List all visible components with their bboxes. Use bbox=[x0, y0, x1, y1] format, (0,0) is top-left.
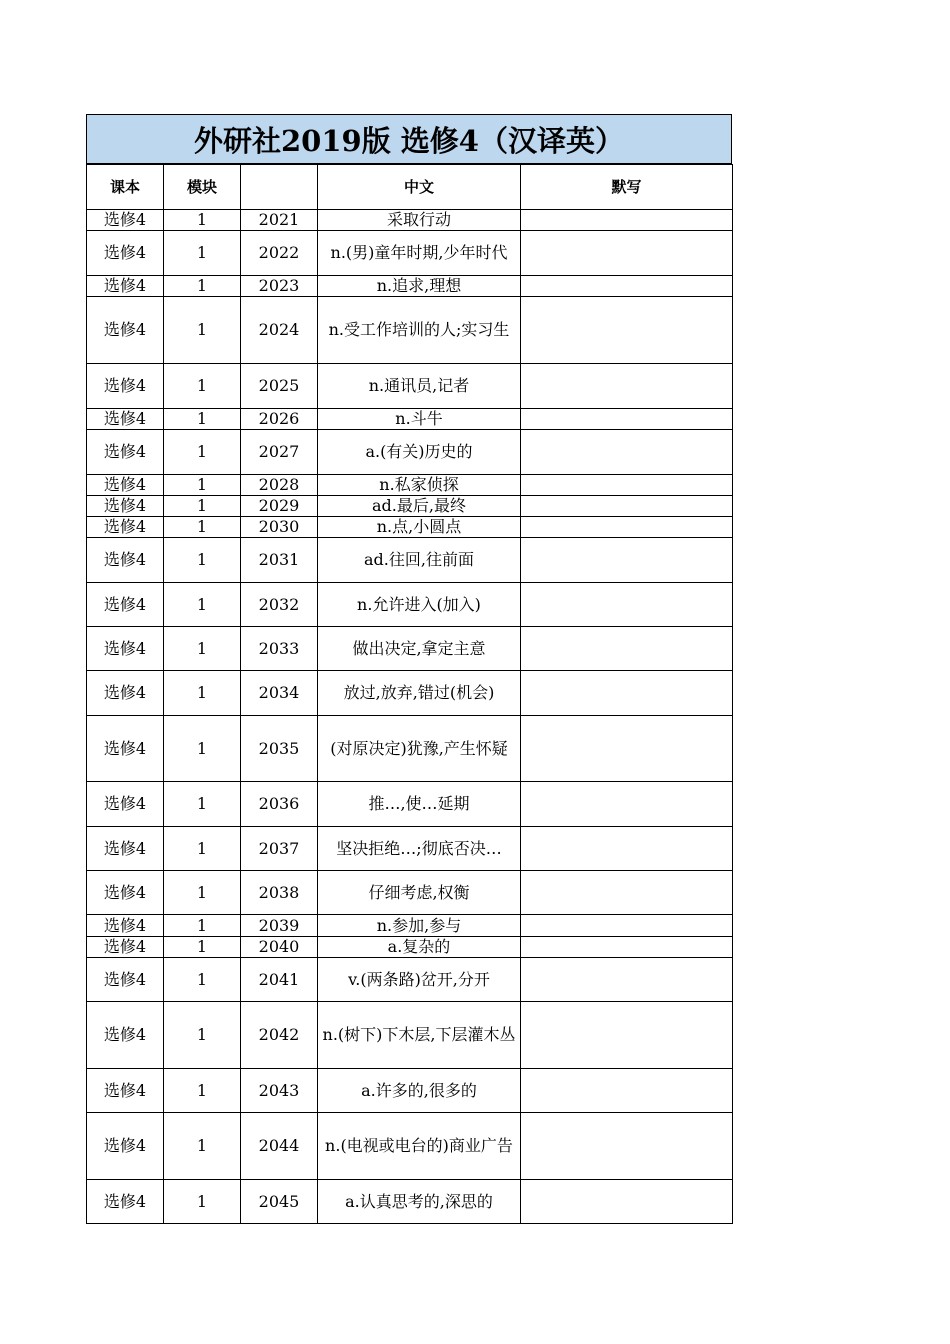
cell-chinese: 仔细考虑,权衡 bbox=[318, 871, 521, 915]
cell-dictation-input[interactable] bbox=[521, 958, 733, 1002]
cell-book: 选修4 bbox=[87, 364, 164, 409]
sheet-title: 外研社2019版 选修4（汉译英） bbox=[86, 114, 732, 164]
cell-number: 2024 bbox=[241, 297, 318, 364]
cell-dictation-input[interactable] bbox=[521, 364, 733, 409]
cell-chinese: a.复杂的 bbox=[318, 937, 521, 958]
table-row bbox=[87, 1002, 733, 1069]
cell-number: 2037 bbox=[241, 827, 318, 871]
cell-module: 1 bbox=[164, 517, 241, 538]
cell-dictation-input[interactable] bbox=[521, 671, 733, 716]
table-row bbox=[87, 627, 733, 671]
worksheet bbox=[86, 114, 732, 1224]
cell-chinese: a.认真思考的,深思的 bbox=[318, 1180, 521, 1224]
cell-chinese: 放过,放弃,错过(机会) bbox=[318, 671, 521, 716]
cell-chinese: n.(男)童年时期,少年时代 bbox=[318, 231, 521, 276]
cell-book: 选修4 bbox=[87, 430, 164, 475]
cell-module: 1 bbox=[164, 1002, 241, 1069]
cell-book: 选修4 bbox=[87, 583, 164, 627]
cell-number: 2029 bbox=[241, 496, 318, 517]
cell-chinese: 采取行动 bbox=[318, 210, 521, 231]
cell-book: 选修4 bbox=[87, 496, 164, 517]
table-row bbox=[87, 671, 733, 716]
cell-module: 1 bbox=[164, 1113, 241, 1180]
table-row bbox=[87, 937, 733, 958]
cell-number: 2025 bbox=[241, 364, 318, 409]
cell-chinese: n.追求,理想 bbox=[318, 276, 521, 297]
table-row bbox=[87, 364, 733, 409]
table-row bbox=[87, 496, 733, 517]
table-row bbox=[87, 1113, 733, 1180]
cell-number: 2032 bbox=[241, 583, 318, 627]
cell-module: 1 bbox=[164, 430, 241, 475]
cell-module: 1 bbox=[164, 782, 241, 827]
cell-number: 2034 bbox=[241, 671, 318, 716]
cell-chinese: a.许多的,很多的 bbox=[318, 1069, 521, 1113]
cell-number: 2045 bbox=[241, 1180, 318, 1224]
cell-dictation-input[interactable] bbox=[521, 827, 733, 871]
cell-chinese: n.受工作培训的人;实习生 bbox=[318, 297, 521, 364]
table-row bbox=[87, 538, 733, 583]
header-number bbox=[241, 165, 318, 210]
table-row bbox=[87, 583, 733, 627]
cell-module: 1 bbox=[164, 958, 241, 1002]
cell-book: 选修4 bbox=[87, 475, 164, 496]
table-row bbox=[87, 1069, 733, 1113]
cell-dictation-input[interactable] bbox=[521, 871, 733, 915]
cell-module: 1 bbox=[164, 871, 241, 915]
cell-module: 1 bbox=[164, 409, 241, 430]
cell-book: 选修4 bbox=[87, 1069, 164, 1113]
cell-dictation-input[interactable] bbox=[521, 1180, 733, 1224]
cell-chinese: a.(有关)历史的 bbox=[318, 430, 521, 475]
cell-number: 2021 bbox=[241, 210, 318, 231]
table-row bbox=[87, 517, 733, 538]
cell-number: 2044 bbox=[241, 1113, 318, 1180]
cell-number: 2035 bbox=[241, 716, 318, 782]
cell-module: 1 bbox=[164, 915, 241, 937]
cell-number: 2038 bbox=[241, 871, 318, 915]
cell-dictation-input[interactable] bbox=[521, 627, 733, 671]
cell-module: 1 bbox=[164, 231, 241, 276]
cell-book: 选修4 bbox=[87, 538, 164, 583]
table-row bbox=[87, 430, 733, 475]
cell-chinese: n.允许进入(加入) bbox=[318, 583, 521, 627]
cell-dictation-input[interactable] bbox=[521, 1069, 733, 1113]
cell-chinese: n.私家侦探 bbox=[318, 475, 521, 496]
cell-module: 1 bbox=[164, 210, 241, 231]
table-row bbox=[87, 409, 733, 430]
cell-book: 选修4 bbox=[87, 827, 164, 871]
cell-module: 1 bbox=[164, 627, 241, 671]
cell-number: 2023 bbox=[241, 276, 318, 297]
cell-chinese: 推…,使…延期 bbox=[318, 782, 521, 827]
cell-dictation-input[interactable] bbox=[521, 231, 733, 276]
cell-module: 1 bbox=[164, 496, 241, 517]
cell-dictation-input[interactable] bbox=[521, 297, 733, 364]
cell-module: 1 bbox=[164, 716, 241, 782]
cell-dictation-input[interactable] bbox=[521, 475, 733, 496]
header-module: 模块 bbox=[164, 165, 241, 210]
cell-dictation-input[interactable] bbox=[521, 517, 733, 538]
table-row bbox=[87, 210, 733, 231]
cell-chinese: (对原决定)犹豫,产生怀疑 bbox=[318, 716, 521, 782]
table-row bbox=[87, 276, 733, 297]
cell-number: 2022 bbox=[241, 231, 318, 276]
header-book: 课本 bbox=[87, 165, 164, 210]
cell-number: 2039 bbox=[241, 915, 318, 937]
cell-number: 2028 bbox=[241, 475, 318, 496]
cell-chinese: ad.往回,往前面 bbox=[318, 538, 521, 583]
cell-book: 选修4 bbox=[87, 871, 164, 915]
cell-number: 2043 bbox=[241, 1069, 318, 1113]
cell-book: 选修4 bbox=[87, 1113, 164, 1180]
cell-dictation-input[interactable] bbox=[521, 1113, 733, 1180]
table-row bbox=[87, 871, 733, 915]
cell-book: 选修4 bbox=[87, 782, 164, 827]
cell-number: 2027 bbox=[241, 430, 318, 475]
cell-dictation-input[interactable] bbox=[521, 409, 733, 430]
cell-chinese: n.点,小圆点 bbox=[318, 517, 521, 538]
vocab-table bbox=[86, 164, 733, 1224]
cell-chinese: 做出决定,拿定主意 bbox=[318, 627, 521, 671]
cell-book: 选修4 bbox=[87, 210, 164, 231]
table-row bbox=[87, 1180, 733, 1224]
cell-dictation-input[interactable] bbox=[521, 716, 733, 782]
table-row bbox=[87, 827, 733, 871]
cell-dictation-input[interactable] bbox=[521, 782, 733, 827]
cell-chinese: 坚决拒绝…;彻底否决… bbox=[318, 827, 521, 871]
cell-dictation-input[interactable] bbox=[521, 538, 733, 583]
cell-module: 1 bbox=[164, 364, 241, 409]
cell-book: 选修4 bbox=[87, 409, 164, 430]
cell-number: 2031 bbox=[241, 538, 318, 583]
cell-book: 选修4 bbox=[87, 915, 164, 937]
cell-book: 选修4 bbox=[87, 937, 164, 958]
cell-module: 1 bbox=[164, 1069, 241, 1113]
table-row bbox=[87, 297, 733, 364]
cell-module: 1 bbox=[164, 671, 241, 716]
cell-module: 1 bbox=[164, 538, 241, 583]
cell-book: 选修4 bbox=[87, 716, 164, 782]
cell-module: 1 bbox=[164, 827, 241, 871]
table-row bbox=[87, 475, 733, 496]
table-row bbox=[87, 716, 733, 782]
cell-chinese: n.通讯员,记者 bbox=[318, 364, 521, 409]
cell-number: 2036 bbox=[241, 782, 318, 827]
header-dictation: 默写 bbox=[521, 165, 733, 210]
header-chinese: 中文 bbox=[318, 165, 521, 210]
cell-chinese: n.(树下)下木层,下层灌木丛 bbox=[318, 1002, 521, 1069]
cell-chinese: v.(两条路)岔开,分开 bbox=[318, 958, 521, 1002]
cell-dictation-input[interactable] bbox=[521, 583, 733, 627]
cell-dictation-input[interactable] bbox=[521, 1002, 733, 1069]
cell-dictation-input[interactable] bbox=[521, 496, 733, 517]
cell-book: 选修4 bbox=[87, 1180, 164, 1224]
cell-dictation-input[interactable] bbox=[521, 430, 733, 475]
cell-dictation-input[interactable] bbox=[521, 915, 733, 937]
table-row bbox=[87, 915, 733, 937]
cell-module: 1 bbox=[164, 276, 241, 297]
cell-book: 选修4 bbox=[87, 297, 164, 364]
cell-module: 1 bbox=[164, 475, 241, 496]
cell-book: 选修4 bbox=[87, 276, 164, 297]
cell-number: 2030 bbox=[241, 517, 318, 538]
cell-book: 选修4 bbox=[87, 958, 164, 1002]
cell-chinese: n.(电视或电台的)商业广告 bbox=[318, 1113, 521, 1180]
cell-book: 选修4 bbox=[87, 671, 164, 716]
table-row bbox=[87, 782, 733, 827]
cell-module: 1 bbox=[164, 583, 241, 627]
cell-number: 2033 bbox=[241, 627, 318, 671]
cell-number: 2041 bbox=[241, 958, 318, 1002]
cell-dictation-input[interactable] bbox=[521, 937, 733, 958]
cell-book: 选修4 bbox=[87, 1002, 164, 1069]
table-row bbox=[87, 231, 733, 276]
cell-dictation-input[interactable] bbox=[521, 276, 733, 297]
cell-module: 1 bbox=[164, 937, 241, 958]
cell-chinese: n.参加,参与 bbox=[318, 915, 521, 937]
cell-chinese: ad.最后,最终 bbox=[318, 496, 521, 517]
cell-module: 1 bbox=[164, 297, 241, 364]
cell-number: 2040 bbox=[241, 937, 318, 958]
cell-book: 选修4 bbox=[87, 627, 164, 671]
cell-number: 2026 bbox=[241, 409, 318, 430]
cell-number: 2042 bbox=[241, 1002, 318, 1069]
cell-dictation-input[interactable] bbox=[521, 210, 733, 231]
cell-chinese: n.斗牛 bbox=[318, 409, 521, 430]
cell-book: 选修4 bbox=[87, 231, 164, 276]
cell-book: 选修4 bbox=[87, 517, 164, 538]
header-row bbox=[87, 165, 733, 210]
cell-module: 1 bbox=[164, 1180, 241, 1224]
table-row bbox=[87, 958, 733, 1002]
